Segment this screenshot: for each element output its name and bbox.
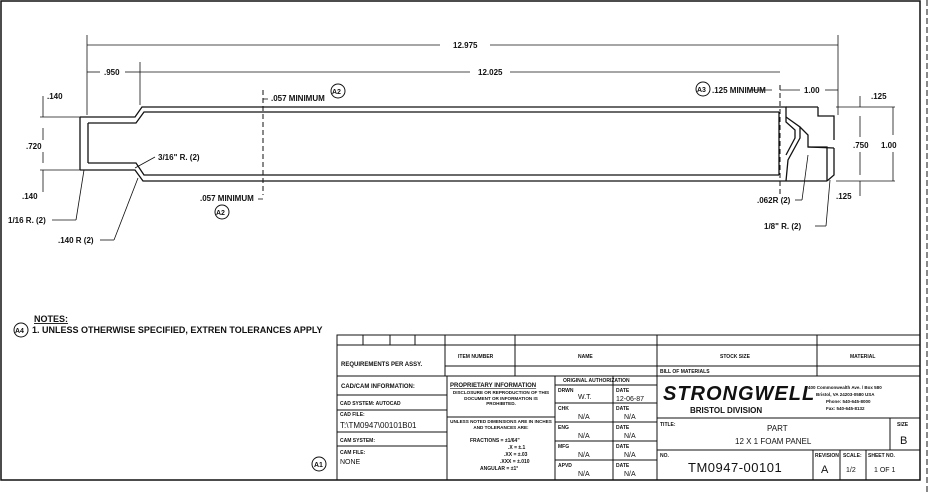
tb-tolerance-text: UNLESS NOTED DIMENSIONS ARE IN INCHES AND TOLERANCES ARE:	[450, 419, 552, 430]
tb-date-label: DATE	[616, 388, 630, 394]
tb-apvd-date-label: DATE	[616, 463, 630, 469]
tb-requirements: REQUIREMENTS PER ASSY.	[341, 362, 423, 368]
tb-dwg-label: NO.	[660, 453, 669, 459]
tb-title-label: TITLE:	[660, 422, 676, 428]
tb-bill-of-materials: BILL OF MATERIALS	[660, 369, 710, 375]
company-logo: STRONGWELL	[663, 383, 816, 405]
tb-revision: A	[821, 464, 829, 476]
tb-apvd-label: APVD	[558, 463, 572, 469]
svg-text:A2: A2	[216, 210, 225, 217]
tb-cam-system: CAM SYSTEM:	[340, 438, 375, 444]
dim-inner-length: 12.025	[478, 68, 503, 77]
dim-radius-116: 1/16 R. (2)	[8, 216, 46, 225]
tb-eng-date: N/A	[624, 433, 636, 440]
tb-title-line-2: 12 X 1 FOAM PANEL	[735, 437, 812, 446]
tb-sheet-label: SHEET NO.	[868, 453, 895, 459]
notes-title: NOTES:	[34, 314, 69, 324]
tb-date: 12-06-87	[616, 396, 645, 403]
tb-cad-file: T:\TM0947\00101B01	[340, 421, 417, 430]
dimension-lines	[40, 35, 895, 240]
dim-wall-min-bottom: .057 MINIMUM	[200, 194, 254, 203]
dim-left-height: .720	[26, 142, 42, 151]
tb-mfg-date: N/A	[624, 452, 636, 459]
tb-cam-file-label: CAM FILE:	[340, 450, 366, 456]
dim-right-wall-min: .125 MINIMUM	[712, 86, 766, 95]
company-address-1: 400 Commonwealth Ave. / Box 580	[808, 385, 882, 390]
tb-tol-xxx: .XXX = ±.010	[500, 459, 530, 465]
callout-a2-bottom	[215, 205, 229, 219]
company-address-2: Bristol, VA 24203-0580 USA	[816, 392, 875, 397]
tb-proprietary-text: DISCLOSURE OR REPRODUCTION OF THIS DOCUMENT OR INFORMATION IS PROHIBITED.	[452, 390, 550, 406]
tb-item-number: ITEM NUMBER	[458, 354, 494, 360]
svg-text:A4: A4	[15, 328, 24, 335]
callout-a4	[14, 323, 28, 337]
svg-text:A3: A3	[697, 87, 706, 94]
dim-overall-length: 12.975	[453, 41, 478, 50]
dim-bottom-left-thick: .140	[22, 192, 38, 201]
svg-text:A1: A1	[314, 462, 323, 469]
dim-radius-140: .140 R (2)	[58, 236, 94, 245]
tb-cad-system: CAD SYSTEM: AUTOCAD	[340, 401, 401, 407]
tb-title-line-1: PART	[767, 424, 788, 433]
tb-tol-x: .X = ±.1	[508, 445, 526, 451]
tb-fractions: FRACTIONS = ±1/64"	[470, 438, 520, 444]
tb-mfg-value: N/A	[578, 452, 590, 459]
company-phone: Phone: 540-645-8000	[826, 399, 871, 404]
tb-apvd-value: N/A	[578, 471, 590, 478]
tb-cam-file: NONE	[340, 459, 361, 466]
tb-eng-label: ENG	[558, 425, 569, 431]
dim-radius-062: .062R (2)	[757, 196, 791, 205]
tb-chk-date-label: DATE	[616, 406, 630, 412]
tb-angular: ANGULAR = ±1°	[480, 466, 519, 472]
tb-tol-xx: .XX = ±.03	[504, 452, 528, 458]
tb-scale: 1/2	[846, 467, 856, 474]
dim-top-left-thick: .140	[47, 92, 63, 101]
svg-text:A2: A2	[332, 89, 341, 96]
tb-scale-label: SCALE:	[843, 453, 862, 459]
tb-original-authorization: ORIGINAL AUTHORIZATION	[563, 378, 630, 384]
callout-a2-top	[331, 84, 345, 98]
dim-bottom-right-thick: .125	[836, 192, 852, 201]
company-division: BRISTOL DIVISION	[690, 406, 763, 415]
tb-chk-label: CHK	[558, 406, 569, 412]
callout-a1	[312, 457, 326, 471]
tb-sheet: 1 OF 1	[874, 467, 896, 474]
dim-radius-18: 1/8" R. (2)	[764, 222, 802, 231]
tb-cad-file-label: CAD FILE:	[340, 412, 365, 418]
part-profile	[80, 107, 834, 181]
tb-drawn-label: DRWN	[558, 388, 574, 394]
drawing-number: TM0947-00101	[688, 460, 783, 475]
dim-wall-min-top: .057 MINIMUM	[271, 94, 325, 103]
tb-revision-label: REVISION	[815, 453, 839, 459]
dim-right-inner-height: .750	[853, 141, 869, 150]
tb-size: B	[900, 435, 908, 447]
callout-a3	[696, 82, 710, 96]
tb-drawn-by: W.T.	[578, 394, 592, 401]
tb-stock-size: STOCK SIZE	[720, 354, 750, 360]
company-fax: Fax: 540-645-8132	[826, 406, 865, 411]
dim-radius-316: 3/16" R. (2)	[158, 153, 200, 162]
tb-chk-date: N/A	[624, 414, 636, 421]
dim-left-offset: .950	[104, 68, 120, 77]
tb-material: MATERIAL	[850, 354, 876, 360]
tb-chk-value: N/A	[578, 414, 590, 421]
tb-apvd-date: N/A	[624, 471, 636, 478]
tb-eng-date-label: DATE	[616, 425, 630, 431]
dim-right-offset: 1.00	[804, 86, 820, 95]
dim-right-total-height: 1.00	[881, 141, 897, 150]
notes-item-1: 1. UNLESS OTHERWISE SPECIFIED, EXTREN TOLERANCES APPLY	[32, 325, 323, 335]
tb-proprietary-title: PROPRIETARY INFORMATION	[450, 383, 537, 389]
tb-mfg-date-label: DATE	[616, 444, 630, 450]
tb-name: NAME	[578, 354, 593, 360]
dim-top-right-thick: .125	[871, 92, 887, 101]
tb-eng-value: N/A	[578, 433, 590, 440]
tb-mfg-label: MFG	[558, 444, 570, 450]
tb-cad-info: CAD/CAM INFORMATION:	[341, 384, 415, 390]
tb-size-label: SIZE	[897, 422, 909, 428]
